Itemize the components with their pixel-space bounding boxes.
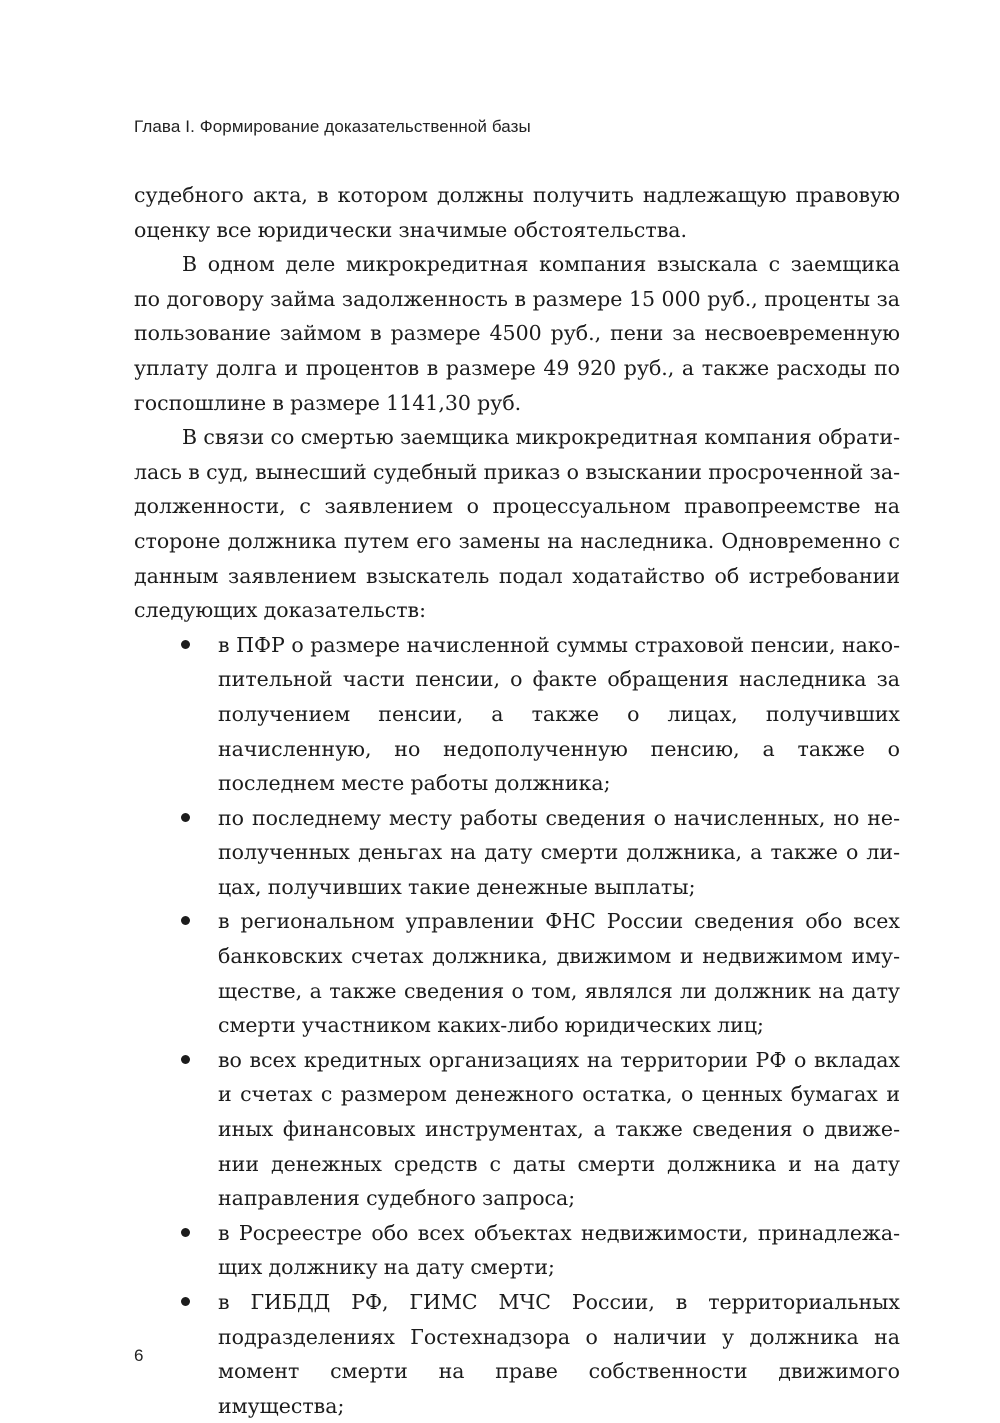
list-item: [134, 1043, 900, 1216]
bullet-icon: [181, 1228, 190, 1237]
list-item: [134, 801, 900, 905]
bullet-icon: [181, 916, 190, 925]
bullet-icon: [181, 1055, 190, 1064]
running-head-title: Глава I. Формирование доказательственной базы: [134, 117, 531, 136]
list-item: [134, 1216, 900, 1285]
bullet-icon: [181, 640, 190, 649]
body-text: [134, 178, 900, 1423]
bullet-icon: [181, 1297, 190, 1306]
paragraph-continuation: судебного акта, в котором должны получить надлежащую правовую оценку все юридически значимые обстоятельства.: [134, 183, 900, 242]
list-item-text: по последнему месту работы сведения о начисленных, но неполученных деньгах на дату смерти должника, а также о лицах, получивших такие денежные выплаты;: [218, 805, 900, 899]
evidence-request-list: [134, 628, 900, 1423]
list-item: [134, 1285, 900, 1423]
paragraph-succession-request: В связи со смертью заемщика микрокредитная компания обратилась в суд, вынесший судебный приказ о взыскании просроченной задолженности, с заявлением о процессуальном правопреемстве на стороне должника путем его замены на наследника. Одновременно с данным заявлением взыскатель подал ходатайство об истребовании следующих доказательств:: [134, 425, 900, 623]
list-item-text: в ГИБДД РФ, ГИМС МЧС России, в территориальных подразделениях Гостехнадзора о наличии у должника на момент смерти на праве собственности движимого имущества;: [218, 1290, 900, 1418]
bullet-icon: [181, 813, 190, 822]
list-item: [134, 628, 900, 801]
list-item-text: во всех кредитных организациях на территории РФ о вкладах и счетах с размером денежного остатка, о ценных бумагах и иных финансовых инструментах, а также сведения о движении денежных средств с даты смерти должника и на дату направления судебного запроса;: [218, 1047, 900, 1211]
list-item-text: в Росреестре обо всех объектах недвижимости, принадлежащих должнику на дату смерти;: [218, 1220, 900, 1280]
list-item-text: в региональном управлении ФНС России сведения обо всех банковских счетах должника, движимом и недвижимом имуществе, а также сведения о том, являлся ли должник на дату смерти участником каких-либо юридических лиц;: [218, 909, 900, 1038]
list-item: [134, 904, 900, 1042]
list-item-text: в ПФР о размере начисленной суммы страховой пенсии, накопительной части пенсии, о факте обращения наследника за получением пенсии, а также о лицах, получивших начисленную, но недополученную пенсию, а также о последнем месте работы должника;: [218, 632, 900, 796]
page-number: 6: [134, 1346, 144, 1365]
paragraph-loan-case: В одном деле микрокредитная компания взыскала с заемщика по договору займа задолженность в размере 15 000 руб., проценты за пользование займом в размере 4500 руб., пени за несвоевременную уплату долга и процентов в размере 49 920 руб., а также расходы по госпошлине в размере 1141,30 руб.: [134, 252, 900, 415]
